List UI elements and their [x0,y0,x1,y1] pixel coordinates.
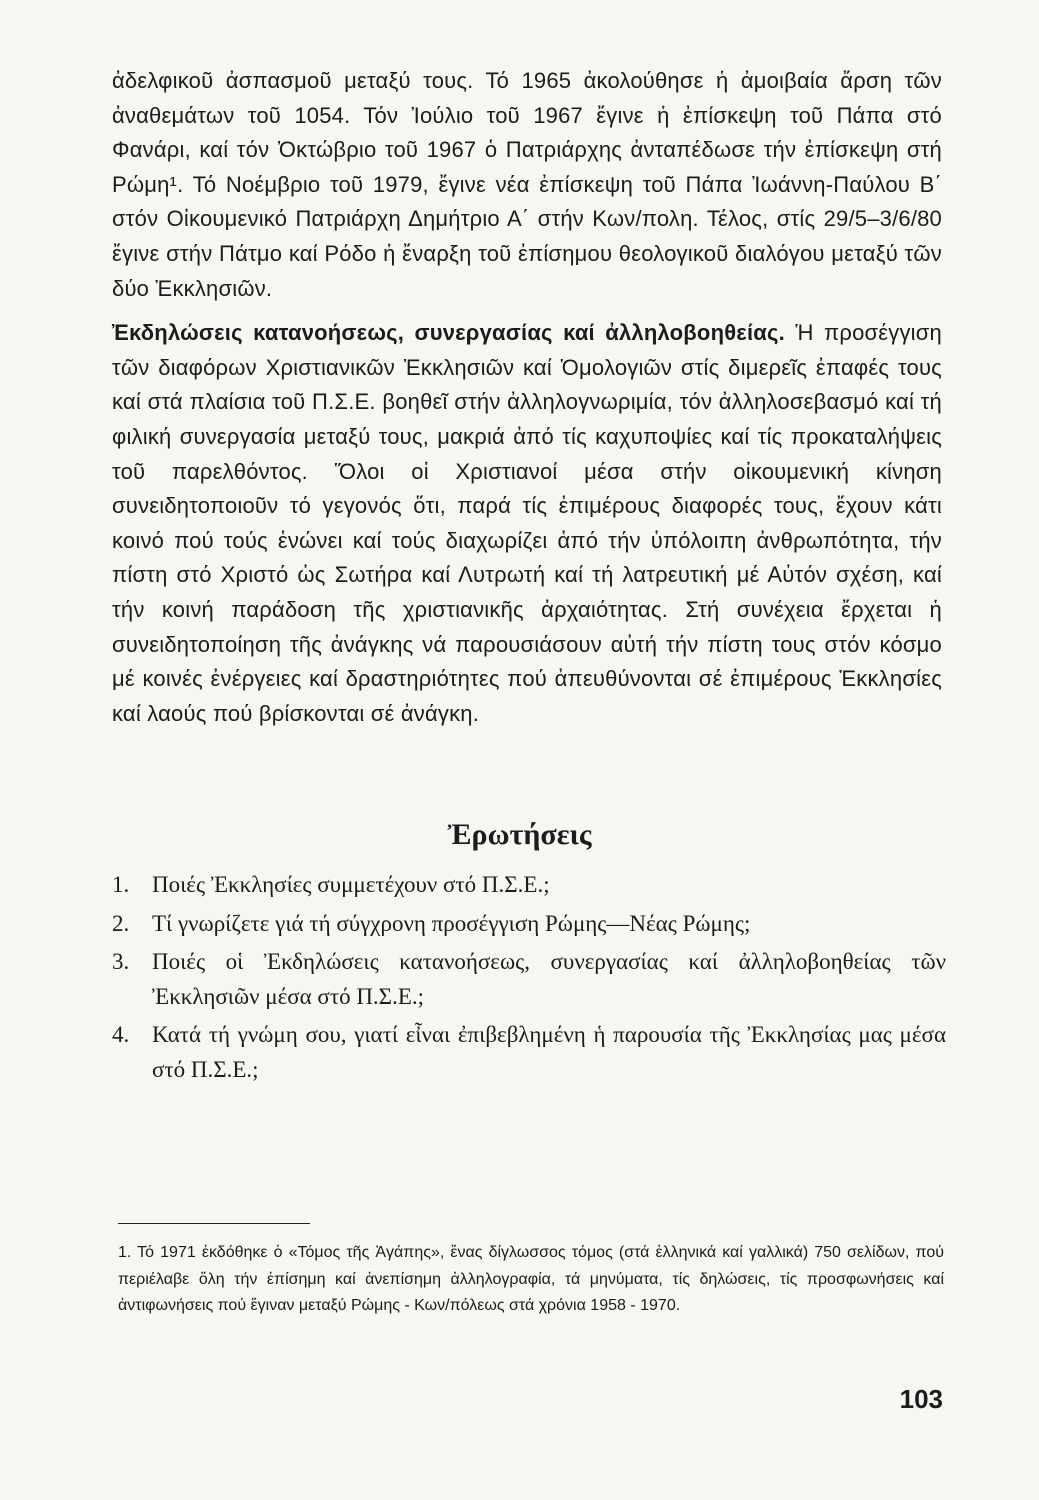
footnote-divider [118,1223,310,1224]
question-item [112,868,946,903]
footnote: 1. Τό 1971 ἐκδόθηκε ὁ «Τόμος τῆς Ἀγάπης», ἕνας δίγλωσσος τόμος (στά ἑλληνικά καί γαλλικά) 750 σελίδων, πού περιέλαβε ὅλη τήν ἐπίσημη καί ἀνεπίσημη ἀλληλογραφία, τά μηνύματα, τίς δηλώσεις, τίς προσφωνήσεις καί ἀντιφωνήσεις πού ἔγιναν μεταξύ Ρώμης - Κων/πόλεως στά χρόνια 1958 - 1970. [118,1244,944,1314]
question-text: Τί γνωρίζετε γιά τή σύγχρονη προσέγγιση Ρώμης—Νέας Ρώμης; [152,910,751,936]
question-item [112,907,946,942]
question-text: Ποιές Ἐκκλησίες συμμετέχουν στό Π.Σ.Ε.; [152,872,550,897]
paragraph-manifestations [112,316,942,731]
question-number: 3. [112,949,130,974]
questions-list [112,868,946,1091]
question-number: 1. [112,872,130,897]
inline-section-heading: Ἐκδηλώσεις κατανοήσεως, συνεργασίας καί ἀλληλοβοηθείας. [112,320,785,346]
paragraph-history: ἀδελφικοῦ ἀσπασμοῦ μεταξύ τους. Τό 1965 ἀκολούθησε ἡ ἀμοιβαία ἄρση τῶν ἀναθεμάτων τοῦ 1054. Τόν Ἰούλιο τοῦ 1967 ἔγινε ἡ ἐπίσκεψη τοῦ Πάπα στό Φανάρι, καί τόν Ὀκτώβριο τοῦ 1967 ὁ Πατριάρχης ἀνταπέδωσε τήν ἐπίσκεψη στή Ρώμη¹. Τό Νοέμβριο τοῦ 1979, ἔγινε νέα ἐπίσκεψη τοῦ Πάπα Ἰωάννη-Παύλου Β΄ στόν Οἰκουμενικό Πατριάρχη Δημήτριο Α΄ στήν Κων/πολη. Τέλος, στίς 29/5–3/6/80 ἔγινε στήν Πάτμο καί Ρόδο ἡ ἔναρξη τοῦ ἐπίσημου θεολογικοῦ διαλόγου μεταξύ τῶν δύο Ἐκκλησιῶν. [112,68,942,301]
paragraph-manifestations-text: Ἡ προσέγγιση τῶν διαφόρων Χριστιανικῶν Ἐκκλησιῶν καί Ὁμολογιῶν στίς διμερεῖς ἐπαφές τους καί στά πλαίσια τοῦ Π.Σ.Ε. βοηθεῖ στήν ἀλληλογνωριμία, τόν ἀλληλοσεβασμό καί τή φιλική συνεργασία μεταξύ τους, μακριά ἀπό τίς καχυποψίες καί τίς προκαταλήψεις τοῦ παρελθόντος. Ὅλοι οἱ Χριστιανοί μέσα στήν οἰκουμενική κίνηση συνειδητοποιοῦν τό γεγονός ὅτι, παρά τίς ἐπιμέρους διαφορές τους, ἔχουν κάτι κοινό πού τούς ἑνώνει καί τούς διαχωρίζει ἀπό τήν ὑπόλοιπη ἀνθρωπότητα, τήν πίστη στό Χριστό ὡς Σωτήρα καί Λυτρωτή καί τή λατρευτική μέ Αὐτόν σχέση, καί τήν κοινή παράδοση τῆς χριστιανικῆς ἀρχαιότητας. Στή συνέχεια ἔρχεται ἡ συνειδητοποίηση τῆς ἀνάγκης νά παρουσιάσουν αὐτή τήν πίστη τους στόν κόσμο μέ κοινές ἐνέργειες καί δραστηριότητες πού ἀπευθύνονται σέ ἐπιμέρους Ἐκκλησίες καί λαούς πού βρίσκονται σέ ἀνάγκη. [112,320,942,726]
questions-heading: Ἐρωτήσεις [447,818,592,851]
question-item [112,945,946,1014]
question-item [112,1018,946,1087]
question-text: Ποιές οἱ Ἐκδηλώσεις κατανοήσεως, συνεργασίας καί ἀλληλοβοηθείας τῶν Ἐκκλησιῶν μέσα στό Π.Σ.Ε.; [152,949,946,1009]
page-number: 103 [899,1384,943,1414]
question-number: 4. [112,1022,130,1047]
question-text: Κατά τή γνώμη σου, γιατί εἶναι ἐπιβεβλημένη ἡ παρουσία τῆς Ἐκκλησίας μας μέσα στό Π.Σ.Ε.; [152,1022,946,1082]
question-number: 2. [112,910,130,936]
body-text [112,64,942,731]
